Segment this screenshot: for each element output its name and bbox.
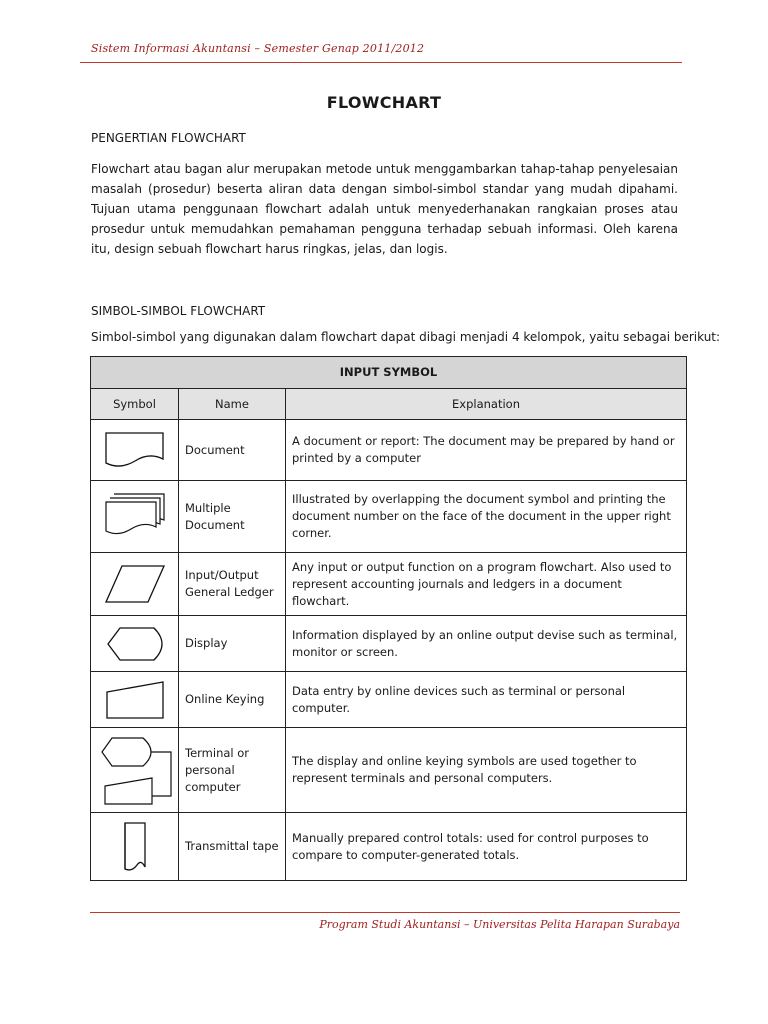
column-header-name: Name (179, 389, 286, 420)
symbol-name: Input/Output General Ledger (179, 553, 286, 616)
multiple-document-symbol-icon (102, 491, 168, 543)
section-heading-symbols: SIMBOL-SIMBOL FLOWCHART (91, 304, 266, 318)
symbol-explanation: Any input or output function on a program flowchart. Also used to represent accounting journals and ledgers in a document flowchart. (286, 553, 687, 616)
terminal-pc-symbol-icon (97, 732, 177, 808)
page-header: Sistem Informasi Akuntansi – Semester Genap 2011/2012 (91, 42, 425, 55)
symbol-name: Multiple Document (179, 481, 286, 553)
table-row (91, 481, 687, 553)
header-divider (80, 62, 682, 63)
symbol-cell (91, 728, 179, 813)
symbol-explanation: The display and online keying symbols are used together to represent terminals and personal computers. (286, 728, 687, 813)
section-heading-definition: PENGERTIAN FLOWCHART (91, 131, 246, 145)
document-symbol-icon (103, 430, 167, 470)
symbol-cell (91, 420, 179, 481)
symbol-explanation: A document or report: The document may be prepared by hand or printed by a computer (286, 420, 687, 481)
symbol-explanation: Information displayed by an online output devise such as terminal, monitor or screen. (286, 616, 687, 672)
symbol-name: Online Keying (179, 672, 286, 728)
column-header-symbol: Symbol (91, 389, 179, 420)
table-row (91, 553, 687, 616)
transmittal-tape-symbol-icon (115, 819, 155, 875)
symbol-explanation: Illustrated by overlapping the document symbol and printing the document number on the face of the document in the upper right corner. (286, 481, 687, 553)
page-footer: Program Studi Akuntansi – Universitas Pelita Harapan Surabaya (319, 918, 680, 931)
symbol-explanation: Manually prepared control totals: used for control purposes to compare to computer-generated totals. (286, 813, 687, 881)
symbol-cell (91, 481, 179, 553)
symbol-name: Display (179, 616, 286, 672)
table-row (91, 420, 687, 481)
table-title: INPUT SYMBOL (91, 357, 687, 389)
table-row (91, 728, 687, 813)
symbols-intro: Simbol-simbol yang digunakan dalam flowchart dapat dibagi menjadi 4 kelompok, yaitu sebagai berikut: (91, 330, 721, 344)
symbol-cell (91, 616, 179, 672)
table-row (91, 813, 687, 881)
input-symbol-table (90, 356, 687, 881)
table-row (91, 672, 687, 728)
table-row (91, 616, 687, 672)
symbol-name: Terminal or personal computer (179, 728, 286, 813)
definition-paragraph: Flowchart atau bagan alur merupakan metode untuk menggambarkan tahap-tahap penyelesaian masalah (prosedur) beserta aliran data dengan simbol-simbol standar yang mudah dipahami. Tujuan utama penggunaan flowchart adalah untuk menyederhanakan rangkaian proses atau prosedur untuk memudahkan pemahaman pengguna terhadap sebuah informasi. Oleh karena itu, design sebuah flowchart harus ringkas, jelas, dan logis. (91, 162, 678, 256)
symbol-cell (91, 813, 179, 881)
page-title: FLOWCHART (326, 93, 442, 112)
display-symbol-icon (104, 624, 166, 664)
online-keying-symbol-icon (103, 678, 167, 722)
footer-divider (90, 912, 680, 913)
symbol-explanation: Data entry by online devices such as terminal or personal computer. (286, 672, 687, 728)
symbol-name: Document (179, 420, 286, 481)
parallelogram-io-symbol-icon (102, 562, 168, 606)
symbol-cell (91, 672, 179, 728)
symbol-cell (91, 553, 179, 616)
column-header-explanation: Explanation (286, 389, 687, 420)
symbol-name: Transmittal tape (179, 813, 286, 881)
